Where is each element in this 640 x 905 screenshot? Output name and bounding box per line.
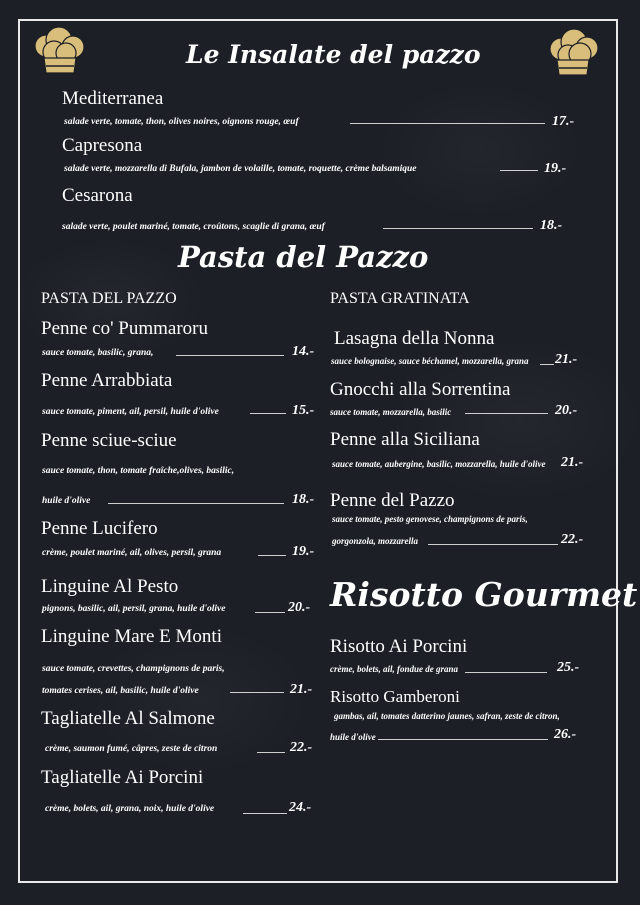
menu-item-price: 19.-: [292, 544, 315, 559]
menu-item-name: Penne co' Pummaroru: [41, 318, 209, 339]
menu-item-desc: sauce tomate, piment, ail, persil, huile d'olive: [42, 407, 219, 417]
leader-line: [378, 739, 548, 740]
menu-item-name: Linguine Mare E Monti: [41, 626, 222, 647]
leader-line: [350, 123, 545, 124]
section-heading: PASTA GRATINATA: [330, 290, 470, 307]
menu-item-name: Cesarona: [62, 185, 133, 206]
menu-item-name: Linguine Al Pesto: [41, 576, 179, 597]
menu-item-price: 22.-: [290, 740, 313, 755]
menu-item-price: 20.-: [555, 403, 578, 418]
leader-line: [540, 364, 554, 365]
leader-line: [428, 544, 558, 545]
menu-item-desc: gorgonzola, mozzarella: [332, 536, 419, 546]
leader-line: [465, 672, 547, 673]
menu-item-price: 21.-: [555, 352, 578, 367]
menu-item-price: 21.-: [561, 455, 584, 470]
menu-item-price: 20.-: [288, 600, 311, 615]
menu-item-price: 24.-: [289, 800, 312, 815]
menu-item-desc: sauce tomate, thon, tomate fraîche,olives, basilic,: [42, 466, 235, 476]
menu-item-name: Risotto Ai Porcini: [330, 636, 468, 657]
menu-item-desc: huile d'olive: [330, 732, 376, 742]
chef-hat-icon: [543, 28, 605, 84]
menu-item-name: Penne Arrabbiata: [41, 370, 173, 391]
menu-item-name: Gnocchi alla Sorrentina: [330, 379, 511, 400]
leader-line: [176, 355, 284, 356]
menu-item-desc: crème, bolets, ail, fondue de grana: [330, 664, 458, 674]
leader-line: [500, 170, 538, 171]
menu-item-price: 26.-: [554, 727, 577, 742]
menu-item-desc: sauce tomate, crevettes, champignons de paris,: [42, 664, 225, 674]
leader-line: [258, 555, 286, 556]
menu-item-desc: crème, bolets, ail, grana, noix, huile d'olive: [45, 804, 215, 814]
menu-item-name: Mediterranea: [62, 88, 164, 109]
menu-item-desc: tomates cerises, ail, basilic, huile d'olive: [42, 686, 199, 696]
menu-item-price: 15.-: [292, 403, 315, 418]
menu-item-desc: sauce tomate, mozzarella, basilic: [330, 407, 452, 417]
menu-item-price: 25.-: [557, 660, 580, 675]
leader-line: [383, 228, 533, 229]
leader-line: [257, 752, 285, 753]
menu-item-desc: salade verte, mozzarella di Bufala, jambon de volaille, tomate, roquette, crème balsamique: [64, 164, 417, 174]
menu-item-name: Capresona: [62, 135, 143, 156]
leader-line: [250, 413, 286, 414]
menu-item-name: Penne Lucifero: [41, 518, 158, 539]
chef-hat-icon: [28, 26, 90, 82]
menu-item-price: 22.-: [561, 532, 584, 547]
menu-item-desc: crème, saumon fumé, câpres, zeste de citron: [45, 744, 218, 754]
menu-item-desc: salade verte, tomate, thon, olives noires, oignons rouge, œuf: [64, 117, 299, 127]
menu-item-name: Tagliatelle Ai Porcini: [41, 767, 204, 788]
menu-item-desc: huile d'olive: [42, 496, 91, 506]
menu-item-price: 17.-: [552, 114, 575, 129]
menu-item-desc: crème, poulet mariné, ail, olives, persil, grana: [42, 548, 222, 558]
menu-item-desc: sauce tomate, pesto genovese, champignons de paris,: [332, 514, 528, 524]
menu-item-desc: sauce tomate, aubergine, basilic, mozzarella, huile d'olive: [332, 459, 546, 469]
menu-item-name: Risotto Gamberoni: [330, 687, 460, 706]
menu-item-name: Penne sciue-sciue: [41, 430, 177, 451]
menu-item-name: Tagliatelle Al Salmone: [41, 708, 215, 729]
menu-item-desc: sauce bolognaise, sauce béchamel, mozzarella, grana: [331, 356, 529, 366]
pasta-title: Pasta del Pazzo: [178, 240, 429, 274]
menu-item-desc: sauce tomate, basilic, grana,: [42, 348, 154, 358]
insalate-title: Le Insalate del pazzo: [186, 40, 481, 69]
section-heading: PASTA DEL PAZZO: [41, 290, 177, 307]
menu-item-name: Penne alla Siciliana: [330, 429, 480, 450]
menu-item-price: 21.-: [290, 682, 313, 697]
menu-item-desc: pignons, basilic, ail, persil, grana, huile d'olive: [42, 604, 226, 614]
menu-item-desc: salade verte, poulet mariné, tomate, croûtons, scaglie di grana, œuf: [62, 222, 325, 232]
leader-line: [255, 612, 285, 613]
menu-item-price: 18.-: [292, 492, 315, 507]
menu-item-price: 18.-: [540, 218, 563, 233]
menu-item-desc: gambas, ail, tomates datterino jaunes, safran, zeste de citron,: [334, 711, 560, 721]
menu-item-price: 14.-: [292, 344, 315, 359]
leader-line: [243, 813, 287, 814]
menu-item-price: 19.-: [544, 161, 567, 176]
risotto-title: Risotto Gourmet: [330, 575, 638, 614]
leader-line: [108, 503, 284, 504]
menu-item-name: Lasagna della Nonna: [334, 328, 495, 349]
leader-line: [230, 692, 284, 693]
leader-line: [465, 413, 548, 414]
menu-item-name: Penne del Pazzo: [330, 490, 455, 511]
